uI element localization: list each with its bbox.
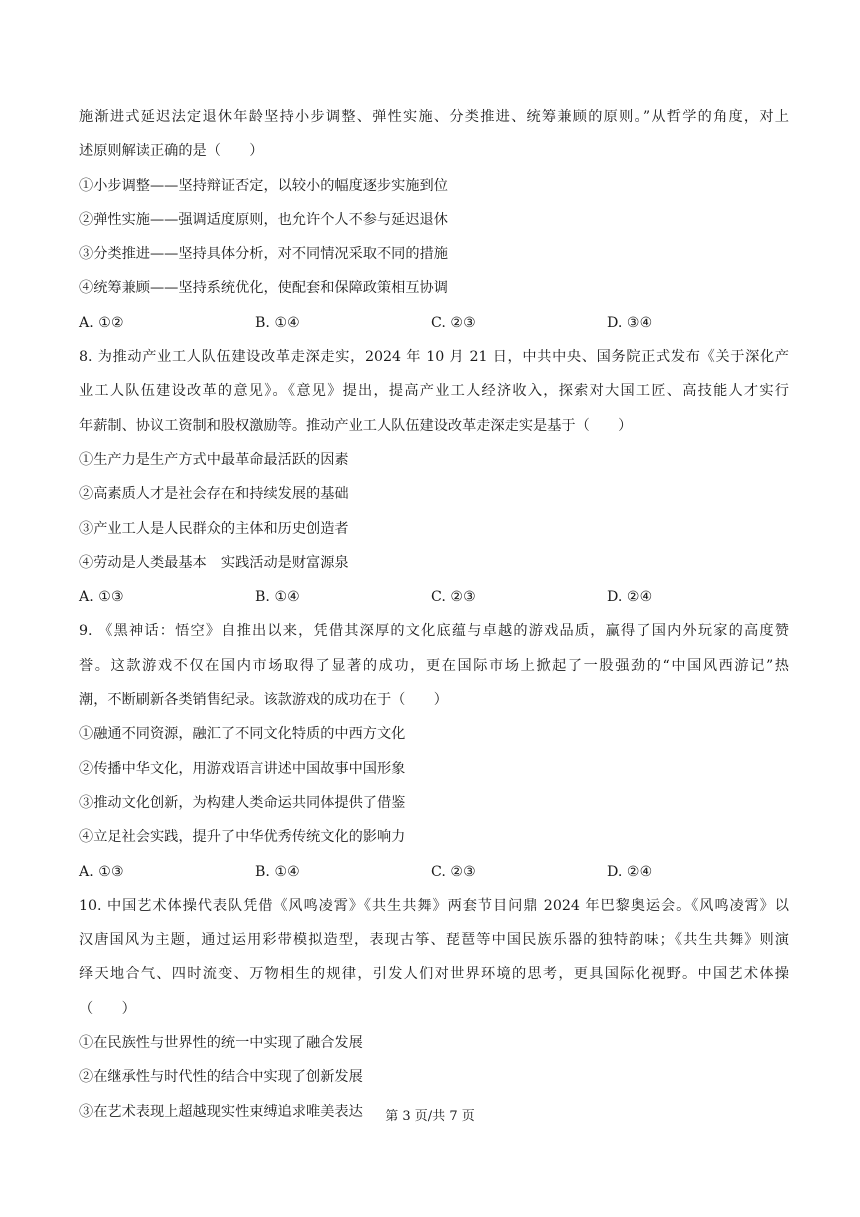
- q7-option-3: ③分类推进——坚持具体分析，对不同情况采取不同的措施: [79, 246, 448, 263]
- q7-choice-b: B. ①④: [255, 314, 300, 331]
- q9-option-3: ③推动文化创新，为构建人类命运共同体提供了借鉴: [79, 794, 406, 811]
- q10-option-3: ③在艺术表现上超越现实性束缚追求唯美表达: [79, 1103, 363, 1120]
- q10-stem-line-1: 10. 中国艺术体操代表队凭借《风鸣凌霄》《共生共舞》两套节目问鼎 2024 年巴黎奥运会。《风鸣凌霄》以: [79, 897, 789, 914]
- q8-option-1: ①生产力是生产方式中最革命最活跃的因素: [79, 451, 349, 468]
- q8-stem-line-1: 8. 为推动产业工人队伍建设改革走深走实，2024 年 10 月 21 日，中共中央、国务院正式发布《关于深化产: [79, 349, 789, 366]
- q9-option-2: ②传播中华文化，用游戏语言讲述中国故事中国形象: [79, 760, 406, 777]
- q8-choice-d: D. ②④: [607, 589, 653, 606]
- q8-choice-a: A. ①③: [79, 589, 124, 606]
- q9-stem-line-3: 潮，不断刷新各类销售纪录。该款游戏的成功在于（ ）: [79, 692, 448, 709]
- q9-choice-d: D. ②④: [607, 863, 653, 880]
- q9-choice-a: A. ①③: [79, 863, 124, 880]
- q7-stem-line-1: 施渐进式延迟法定退休年龄坚持小步调整、弹性实施、分类推进、统筹兼顾的原则。”从哲学的角度，对上: [79, 109, 789, 125]
- q9-answer-choices: [79, 855, 789, 889]
- q10-option-2: ②在继承性与时代性的结合中实现了创新发展: [79, 1069, 363, 1086]
- q10-stem-line-2: 汉唐国风为主题，通过运用彩带模拟造型，表现古筝、琵琶等中国民族乐器的独特韵味；《共生共舞》则演: [79, 932, 789, 949]
- q8-option-4: ④劳动是人类最基本 实践活动是财富源泉: [79, 554, 349, 571]
- q8-choice-b: B. ①④: [255, 589, 300, 606]
- q9-stem-line-1: 9. 《黑神话：悟空》自推出以来，凭借其深厚的文化底蕴与卓越的游戏品质，赢得了国内外玩家的高度赞: [79, 623, 789, 640]
- q9-choice-c: C. ②③: [431, 863, 476, 880]
- q8-option-2: ②高素质人才是社会存在和持续发展的基础: [79, 486, 349, 503]
- q7-stem-line-2: 述原则解读正确的是（ ）: [79, 143, 264, 160]
- q8-stem-line-2: 业工人队伍建设改革的意见》。《意见》提出，提高产业工人经济收入，探索对大国工匠、高技能人才实行: [79, 383, 789, 400]
- q7-choice-d: D. ③④: [607, 314, 653, 331]
- q9-choice-b: B. ①④: [255, 863, 300, 880]
- exam-page-body: [79, 100, 789, 1129]
- q8-stem-line-3: 年薪制、协议工资制和股权激励等。推动产业工人队伍建设改革走深走实是基于（ ）: [79, 417, 633, 434]
- q8-option-3: ③产业工人是人民群众的主体和历史创造者: [79, 520, 349, 537]
- q7-choice-c: C. ②③: [431, 314, 476, 331]
- q7-answer-choices: [79, 306, 789, 340]
- q10-option-1: ①在民族性与世界性的统一中实现了融合发展: [79, 1035, 363, 1052]
- q9-option-1: ①融通不同资源，融汇了不同文化特质的中西方文化: [79, 726, 406, 743]
- q10-stem-line-3: 绎天地合气、四时流变、万物相生的规律，引发人们对世界环境的思考，更具国际化视野。中国艺术体操: [79, 966, 789, 983]
- q8-answer-choices: [79, 580, 789, 614]
- q7-choice-a: A. ①②: [79, 314, 124, 331]
- q7-option-1: ①小步调整——坚持辩证否定，以较小的幅度逐步实施到位: [79, 177, 448, 194]
- q10-stem-line-4: （ ）: [79, 1000, 136, 1017]
- q9-option-4: ④立足社会实践，提升了中华优秀传统文化的影响力: [79, 829, 406, 846]
- q7-option-2: ②弹性实施——强调适度原则，也允许个人不参与延迟退休: [79, 211, 448, 228]
- q8-choice-c: C. ②③: [431, 589, 476, 606]
- q9-stem-line-2: 誉。这款游戏不仅在国内市场取得了显著的成功，更在国际市场上掀起了一股强劲的“中国风西游记”热: [79, 657, 789, 674]
- page-number-footer: 第 3 页/共 7 页: [385, 1109, 475, 1124]
- q7-option-4: ④统筹兼顾——坚持系统优化，使配套和保障政策相互协调: [79, 280, 448, 297]
